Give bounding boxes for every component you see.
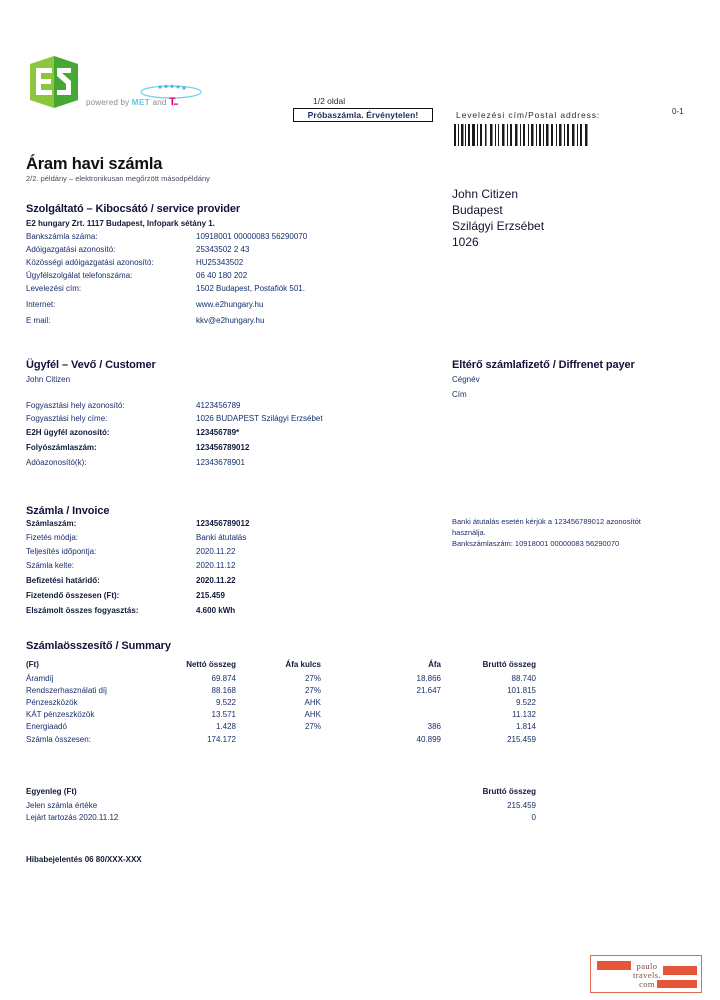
- fault-report-line: Hibabejelentés 06 80/XXX-XXX: [26, 855, 142, 864]
- summary-row3-vat: [321, 709, 441, 721]
- invoice-label-fulfilment: Teljesítés időpontja:: [26, 547, 97, 556]
- summary-row4-net: 1.428: [215, 722, 236, 732]
- customer-label-podaddr: Fogyasztási hely címe:: [26, 414, 108, 423]
- barcode-image: [452, 124, 590, 146]
- summary-header-row: [26, 658, 536, 672]
- table-row: [26, 684, 536, 696]
- summary-row4-vat: 386: [427, 722, 441, 732]
- summary-row5-label: Számla összesen:: [26, 734, 91, 744]
- summary-col-currency: (Ft): [26, 660, 39, 669]
- transfer-note-line3: Bankszámlaszám: 10918001 00000083 56290070: [452, 539, 620, 548]
- balance-col-gross: Bruttó összeg: [482, 787, 536, 796]
- summary-row5-net: 174.172: [207, 734, 236, 744]
- summary-row1-label: Rendszerhasználati díj: [26, 685, 107, 695]
- watermark-badge: [590, 955, 702, 993]
- customer-value-taxnum: 12343678901: [196, 458, 245, 467]
- customer-value-e2hid: 123456789*: [196, 428, 240, 437]
- corner-code: 0-1: [672, 107, 684, 116]
- invoice-label-consumption: Elszámolt összes fogyasztás:: [26, 606, 139, 615]
- customer-label-e2hid: E2H ügyfél azonosító:: [26, 428, 110, 437]
- transfer-note-line2: használja.: [452, 528, 486, 537]
- summary-row5-rate: [236, 733, 321, 745]
- page-number: 1/2 oldal: [313, 96, 346, 106]
- summary-row0-net: 69.874: [211, 673, 236, 683]
- table-row: [26, 696, 536, 708]
- e2-logo-icon: [26, 54, 82, 110]
- summary-row2-vat: [321, 696, 441, 708]
- provider-label-taxid: Adóigazgatási azonosító:: [26, 245, 116, 254]
- invoice-value-consumption: 4.600 kWh: [196, 606, 236, 615]
- table-row: [26, 672, 536, 684]
- recipient-street: Szilágyi Erzsébet: [452, 219, 545, 233]
- test-invoice-notice-label: Próbaszámla. Érvénytelen!: [307, 110, 419, 120]
- provider-heading: Szolgáltató – Kibocsátó / service provider: [26, 203, 241, 215]
- telekom-wordmark: T..: [169, 96, 178, 108]
- transfer-note-line1: Banki átutalás esetén kérjük a 123456789012 azonosítót: [452, 517, 641, 526]
- provider-value-phone: 06 40 180 202: [196, 271, 248, 280]
- summary-heading: Számlaösszesítő / Summary: [26, 640, 171, 652]
- provider-value-email[interactable]: kkv@e2hungary.hu: [196, 316, 265, 325]
- summary-row0-gross: 88.740: [511, 673, 536, 683]
- recipient-address: [452, 186, 544, 250]
- summary-col-rate: Áfa kulcs: [285, 660, 321, 669]
- page-subtitle: 2/2. példány – elektronikusan megőrzött másodpéldány: [26, 174, 210, 183]
- recipient-zip: 1026: [452, 235, 479, 249]
- powered-by-prefix: powered by: [86, 98, 130, 107]
- invoice-value-fulfilment: 2020.11.22: [196, 547, 236, 556]
- page-title: Áram havi számla: [26, 155, 163, 173]
- summary-row0-label: Áramdíj: [26, 673, 54, 683]
- customer-value-podaddr: 1026 BUDAPEST Szilágyi Erzsébet: [196, 414, 323, 423]
- powered-by-and: and: [152, 98, 167, 107]
- balance-row1-label: Lejárt tartozás 2020.11.12: [26, 812, 119, 822]
- invoice-label-paymethod: Fizetés módja:: [26, 533, 79, 542]
- customer-label-poduid: Fogyasztási hely azonosító:: [26, 401, 125, 410]
- summary-row1-vat: 21.647: [416, 685, 441, 695]
- summary-row2-net: 9.522: [215, 697, 236, 707]
- watermark-text: [591, 956, 703, 994]
- summary-row0-vat: 18.866: [416, 673, 441, 683]
- invoice-heading: Számla / Invoice: [26, 505, 110, 517]
- summary-row5-gross: 215.459: [507, 734, 536, 744]
- watermark-line-2: travels.: [633, 969, 661, 980]
- provider-value-internet[interactable]: www.e2hungary.hu: [196, 300, 264, 309]
- summary-row5-vat: 40.899: [416, 734, 441, 744]
- summary-table-wrap: [26, 658, 536, 745]
- balance-header-row: [26, 786, 536, 799]
- summary-col-vat: Áfa: [428, 660, 441, 669]
- provider-value-taxid: 25343502 2 43: [196, 245, 250, 254]
- provider-label-phone: Ügyfélszolgálat telefonszáma:: [26, 271, 133, 280]
- summary-row3-label: KÁT pénzeszközök: [26, 710, 95, 720]
- invoice-label-total: Fizetendő összesen (Ft):: [26, 591, 120, 600]
- summary-col-net: Nettó összeg: [186, 660, 236, 669]
- summary-row0-rate: 27%: [304, 673, 321, 683]
- table-row: [26, 799, 536, 811]
- provider-value-bank: 10918001 00000083 56290070: [196, 232, 308, 241]
- provider-label-email: E mail:: [26, 316, 51, 325]
- balance-table-wrap: [26, 786, 536, 823]
- postal-address-label: Levelezési cím/Postal address:: [456, 110, 601, 120]
- table-row: [26, 721, 536, 733]
- customer-value-account: 123456789012: [196, 443, 250, 452]
- table-row: [26, 811, 536, 823]
- brand-logo: [26, 54, 286, 118]
- payer-heading: Eltérő számlafizető / Diffrenet payer: [452, 359, 635, 371]
- invoice-value-paymethod: Banki átutalás: [196, 533, 247, 542]
- summary-row1-rate: 27%: [304, 685, 321, 695]
- summary-row1-net: 88.168: [211, 685, 236, 695]
- customer-value-poduid: 4123456789: [196, 401, 241, 410]
- summary-row2-label: Pénzeszközök: [26, 697, 78, 707]
- summary-row4-rate: 27%: [304, 722, 321, 732]
- balance-table: [26, 786, 536, 823]
- summary-row3-net: 13.571: [211, 710, 236, 720]
- invoice-value-total: 215.459: [196, 591, 225, 600]
- provider-label-internet: Internet:: [26, 300, 56, 309]
- provider-company: E2 hungary Zrt. 1117 Budapest, Infopark sétány 1.: [26, 219, 215, 228]
- summary-table: [26, 658, 536, 745]
- recipient-city: Budapest: [452, 203, 503, 217]
- summary-row2-rate: AHK: [304, 697, 321, 707]
- invoice-value-duedate: 2020.11.22: [196, 576, 236, 585]
- balance-row0-value: 215.459: [507, 800, 536, 810]
- invoice-value-issuedate: 2020.11.12: [196, 561, 236, 570]
- customer-label-account: Folyószámlaszám:: [26, 443, 97, 452]
- met-wordmark: MET: [131, 98, 151, 107]
- payer-address-label: Cím: [452, 390, 467, 399]
- summary-row2-gross: 9.522: [515, 697, 536, 707]
- summary-col-gross: Bruttó összeg: [482, 660, 536, 669]
- payer-company-label: Cégnév: [452, 375, 480, 384]
- invoice-label-duedate: Befizetési határidő:: [26, 576, 100, 585]
- test-invoice-notice: [293, 108, 433, 122]
- customer-heading: Ügyfél – Vevő / Customer: [26, 359, 156, 371]
- provider-label-bank: Bankszámla száma:: [26, 232, 98, 241]
- provider-label-mail: Levelezési cím:: [26, 284, 82, 293]
- provider-value-mail: 1502 Budapest, Postafiók 501.: [196, 284, 305, 293]
- transfer-note: [452, 516, 702, 549]
- customer-label-taxnum: Adóazonosító(k):: [26, 458, 87, 467]
- summary-row1-gross: 101.815: [507, 685, 536, 695]
- summary-row4-gross: 1.814: [515, 722, 536, 732]
- powered-by-text: [86, 96, 178, 108]
- recipient-name: John Citizen: [452, 187, 519, 201]
- invoice-value-number: 123456789012: [196, 519, 250, 528]
- table-row: [26, 709, 536, 721]
- invoice-label-number: Számlaszám:: [26, 519, 77, 528]
- balance-heading: Egyenleg (Ft): [26, 787, 77, 796]
- summary-row4-label: Energiaadó: [26, 722, 67, 732]
- invoice-label-issuedate: Számla kelte:: [26, 561, 75, 570]
- summary-row3-rate: AHK: [304, 710, 321, 720]
- watermark-line-3: com: [639, 978, 655, 989]
- provider-label-eutaxid: Közösségi adóigazgatási azonosító:: [26, 258, 154, 267]
- customer-name: John Citizen: [26, 375, 71, 384]
- balance-row1-value: 0: [531, 812, 536, 822]
- watermark-line-1: paulo: [636, 960, 658, 971]
- balance-row0-label: Jelen számla értéke: [26, 800, 98, 810]
- provider-value-eutaxid: HU25343502: [196, 258, 244, 267]
- summary-row3-gross: 11.132: [512, 710, 536, 720]
- table-row-total: [26, 733, 536, 745]
